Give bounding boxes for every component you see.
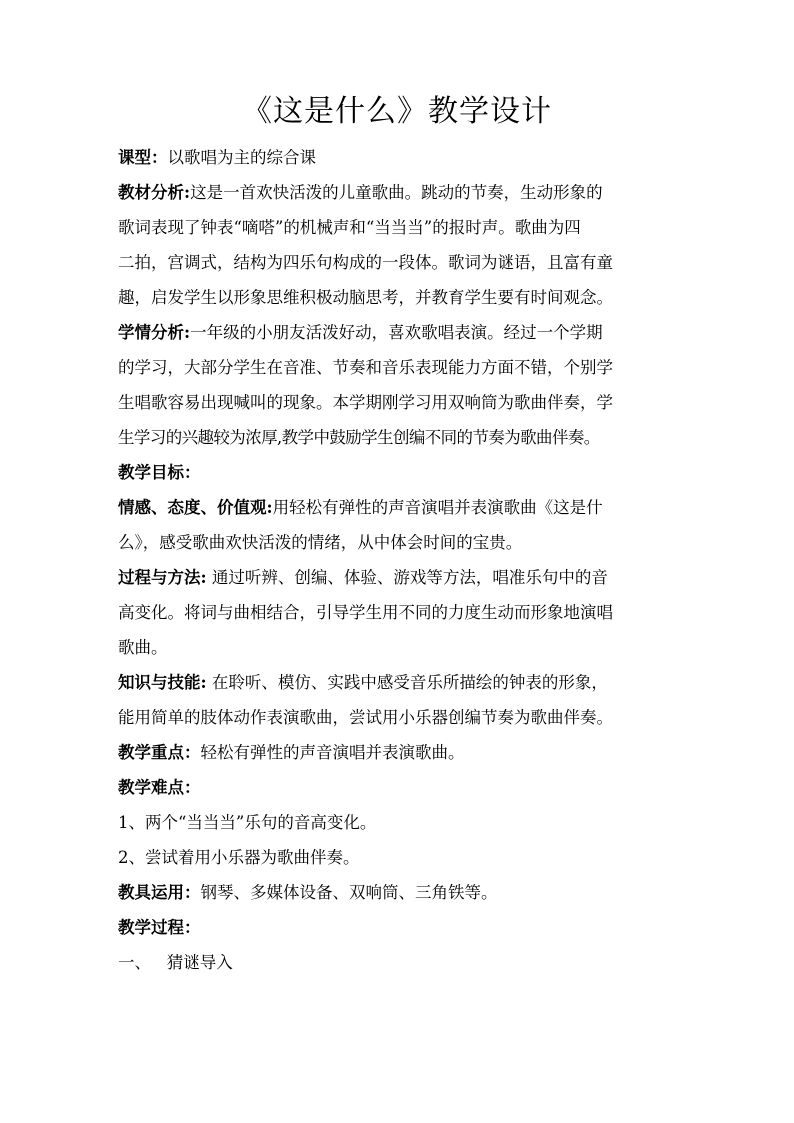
knowledge-skill-label: 知识与技能:	[118, 673, 207, 692]
process-heading	[118, 910, 684, 945]
knowledge-skill-line-1	[118, 665, 684, 700]
emotion-text-1: 用轻松有弹性的声音演唱并表演歌曲《这是什	[272, 498, 603, 517]
process-method-line-1	[118, 560, 684, 595]
process-step-1: 一、 猜谜导入	[118, 953, 233, 972]
difficulty-item-2: 2、尝试着用小乐器为歌曲伴奏。	[118, 848, 360, 867]
difficulty-heading	[118, 770, 684, 805]
document-body	[118, 140, 684, 980]
material-analysis-line-4: 趣，启发学生以形象思维积极动脑思考，并教育学生要有时间观念。	[118, 288, 613, 307]
process-method-line-2: 高变化。将词与曲相结合，引导学生用不同的力度生动而形象地演唱	[118, 603, 613, 622]
process-label: 教学过程：	[118, 918, 201, 937]
learner-analysis-line-3: 生唱歌容易出现喊叫的现象。本学期刚学习用双响筒为歌曲伴奏，学	[118, 393, 613, 412]
emotion-label: 情感、态度、价值观:	[118, 498, 273, 517]
objectives-heading	[118, 455, 684, 490]
learner-analysis-text-1: 一年级的小朋友活泼好动，喜欢歌唱表演。经过一个学期	[190, 323, 603, 342]
course-type-text: 以歌唱为主的综合课	[167, 148, 316, 167]
course-type-label: 课型：	[118, 148, 168, 167]
key-point-label: 教学重点：	[118, 743, 201, 762]
learner-analysis-line-1	[118, 315, 684, 350]
knowledge-skill-text-1: 在聆听、模仿、实践中感受音乐所描绘的钟表的形象，	[206, 673, 608, 692]
material-analysis-line-3: 二拍，宫调式，结构为四乐句构成的一段体。歌词为谜语，且富有童	[118, 253, 613, 272]
material-analysis-line-1	[118, 175, 684, 210]
document-title: 《这是什么》教学设计	[242, 94, 552, 129]
key-point-line	[118, 735, 684, 770]
material-analysis-text-1: 这是一首欢快活泼的儿童歌曲。跳动的节奏，生动形象的	[190, 183, 603, 202]
key-point-text: 轻松有弹性的声音演唱并表演歌曲。	[200, 743, 465, 762]
difficulty-item-1: 1、两个“当当当”乐句的音高变化。	[118, 813, 377, 832]
material-analysis-label: 教材分析:	[118, 183, 191, 202]
tools-line	[118, 875, 684, 910]
objectives-label: 教学目标：	[118, 463, 201, 482]
learner-analysis-label: 学情分析:	[118, 323, 191, 342]
material-analysis-line-2: 歌词表现了钟表“嘀嗒”的机械声和“当当当”的报时声。歌曲为四	[118, 218, 581, 237]
emotion-line-1	[118, 490, 684, 525]
process-method-text-1: 通过听辨、创编、体验、游戏等方法，唱准乐句中的音	[206, 568, 608, 587]
knowledge-skill-line-2: 能用简单的肢体动作表演歌曲，尝试用小乐器创编节奏为歌曲伴奏。	[118, 708, 613, 727]
learner-analysis-line-4: 生学习的兴趣较为浓厚,教学中鼓励学生创编不同的节奏为歌曲伴奏。	[118, 428, 600, 447]
course-type-line	[118, 140, 684, 175]
emotion-line-2: 么》，感受歌曲欢快活泼的情绪，从中体会时间的宝贵。	[118, 533, 523, 552]
difficulty-label: 教学难点：	[118, 778, 201, 797]
learner-analysis-line-2: 的学习，大部分学生在音准、节奏和音乐表现能力方面不错，个别学	[118, 358, 613, 377]
tools-text: 钢琴、多媒体设备、双响筒、三角铁等。	[200, 883, 498, 902]
process-method-line-3: 歌曲。	[118, 638, 168, 657]
process-method-label: 过程与方法:	[118, 568, 207, 587]
tools-label: 教具运用：	[118, 883, 201, 902]
